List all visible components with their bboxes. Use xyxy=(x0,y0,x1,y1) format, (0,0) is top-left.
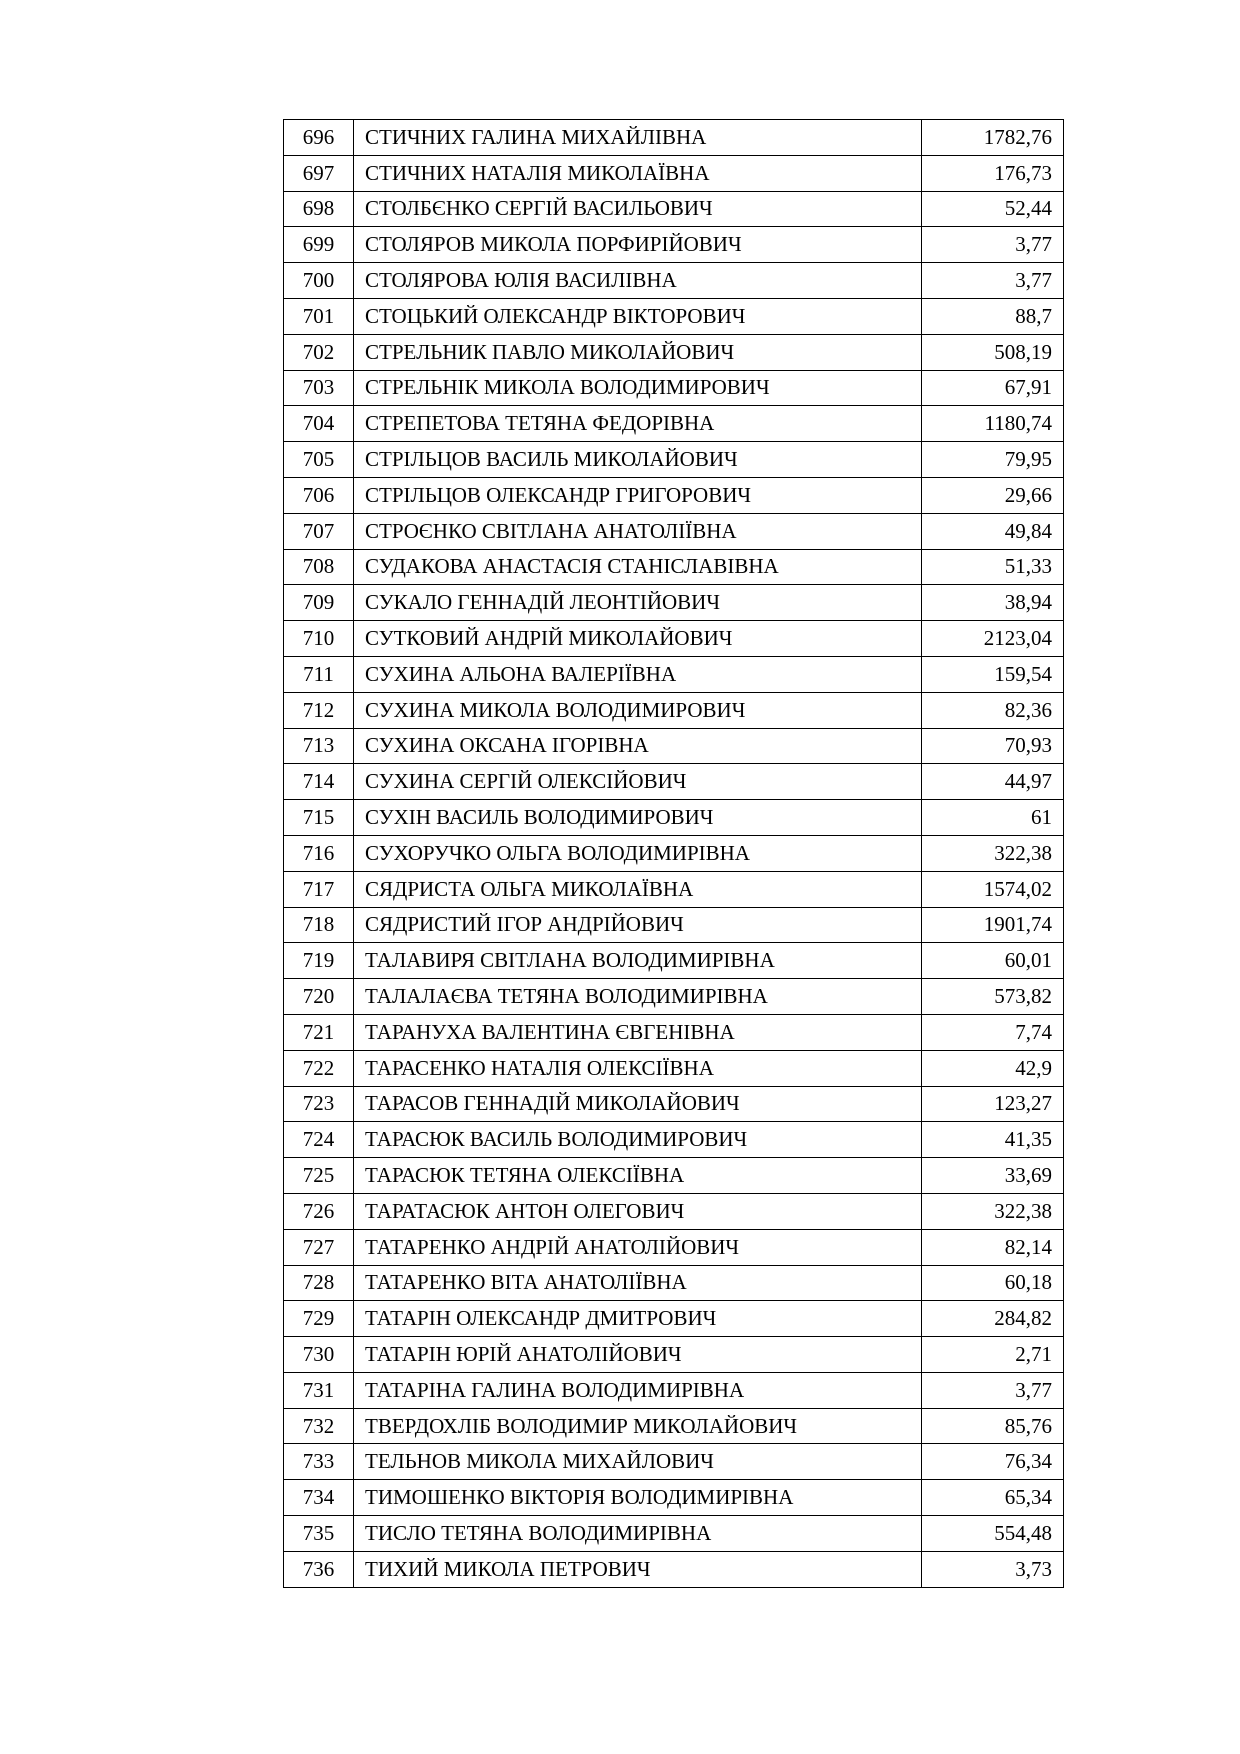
row-number-cell: 721 xyxy=(284,1014,354,1050)
table-row xyxy=(284,298,1064,334)
row-number-cell: 696 xyxy=(284,120,354,156)
row-number-cell: 700 xyxy=(284,263,354,299)
table-row xyxy=(284,800,1064,836)
amount-cell: 88,7 xyxy=(922,298,1064,334)
full-name-cell: СУХІН ВАСИЛЬ ВОЛОДИМИРОВИЧ xyxy=(354,800,922,836)
table-row xyxy=(284,692,1064,728)
full-name-cell: ТАТАРЕНКО АНДРІЙ АНАТОЛІЙОВИЧ xyxy=(354,1229,922,1265)
table-row xyxy=(284,728,1064,764)
amount-cell: 573,82 xyxy=(922,979,1064,1015)
full-name-cell: ТАРАТАСЮК АНТОН ОЛЕГОВИЧ xyxy=(354,1193,922,1229)
amount-cell: 159,54 xyxy=(922,656,1064,692)
full-name-cell: СУХИНА МИКОЛА ВОЛОДИМИРОВИЧ xyxy=(354,692,922,728)
table-row xyxy=(284,764,1064,800)
table-row xyxy=(284,943,1064,979)
row-number-cell: 726 xyxy=(284,1193,354,1229)
table-row xyxy=(284,1372,1064,1408)
data-table xyxy=(283,119,1064,1588)
full-name-cell: СТРОЄНКО СВІТЛАНА АНАТОЛІЇВНА xyxy=(354,513,922,549)
full-name-cell: СТРІЛЬЦОВ ОЛЕКСАНДР ГРИГОРОВИЧ xyxy=(354,477,922,513)
amount-cell: 1574,02 xyxy=(922,871,1064,907)
table-row xyxy=(284,1301,1064,1337)
table-row xyxy=(284,155,1064,191)
table-row xyxy=(284,477,1064,513)
full-name-cell: СТРЕЛЬНІК МИКОЛА ВОЛОДИМИРОВИЧ xyxy=(354,370,922,406)
row-number-cell: 715 xyxy=(284,800,354,836)
full-name-cell: СУХИНА СЕРГІЙ ОЛЕКСІЙОВИЧ xyxy=(354,764,922,800)
amount-cell: 44,97 xyxy=(922,764,1064,800)
full-name-cell: СТРЕЛЬНИК ПАВЛО МИКОЛАЙОВИЧ xyxy=(354,334,922,370)
table-row xyxy=(284,1408,1064,1444)
table-row xyxy=(284,1551,1064,1587)
row-number-cell: 703 xyxy=(284,370,354,406)
amount-cell: 42,9 xyxy=(922,1050,1064,1086)
full-name-cell: СТИЧНИХ НАТАЛІЯ МИКОЛАЇВНА xyxy=(354,155,922,191)
row-number-cell: 722 xyxy=(284,1050,354,1086)
row-number-cell: 724 xyxy=(284,1122,354,1158)
table-row xyxy=(284,835,1064,871)
row-number-cell: 725 xyxy=(284,1158,354,1194)
table-row xyxy=(284,1516,1064,1552)
row-number-cell: 702 xyxy=(284,334,354,370)
amount-cell: 60,01 xyxy=(922,943,1064,979)
full-name-cell: ТАТАРЕНКО ВІТА АНАТОЛІЇВНА xyxy=(354,1265,922,1301)
amount-cell: 176,73 xyxy=(922,155,1064,191)
full-name-cell: ТАРАСОВ ГЕННАДІЙ МИКОЛАЙОВИЧ xyxy=(354,1086,922,1122)
row-number-cell: 736 xyxy=(284,1551,354,1587)
row-number-cell: 732 xyxy=(284,1408,354,1444)
row-number-cell: 728 xyxy=(284,1265,354,1301)
full-name-cell: СТИЧНИХ ГАЛИНА МИХАЙЛІВНА xyxy=(354,120,922,156)
table-row xyxy=(284,1229,1064,1265)
row-number-cell: 707 xyxy=(284,513,354,549)
row-number-cell: 733 xyxy=(284,1444,354,1480)
row-number-cell: 711 xyxy=(284,656,354,692)
table-row xyxy=(284,1122,1064,1158)
table-row xyxy=(284,1086,1064,1122)
full-name-cell: СТРЕПЕТОВА ТЕТЯНА ФЕДОРІВНА xyxy=(354,406,922,442)
amount-cell: 33,69 xyxy=(922,1158,1064,1194)
amount-cell: 3,73 xyxy=(922,1551,1064,1587)
row-number-cell: 697 xyxy=(284,155,354,191)
table-row xyxy=(284,907,1064,943)
table-row xyxy=(284,1014,1064,1050)
table-row xyxy=(284,1337,1064,1373)
table-row xyxy=(284,979,1064,1015)
row-number-cell: 717 xyxy=(284,871,354,907)
table-row xyxy=(284,585,1064,621)
table-row xyxy=(284,334,1064,370)
row-number-cell: 729 xyxy=(284,1301,354,1337)
full-name-cell: ТИСЛО ТЕТЯНА ВОЛОДИМИРІВНА xyxy=(354,1516,922,1552)
full-name-cell: СУХОРУЧКО ОЛЬГА ВОЛОДИМИРІВНА xyxy=(354,835,922,871)
amount-cell: 3,77 xyxy=(922,263,1064,299)
row-number-cell: 706 xyxy=(284,477,354,513)
amount-cell: 1901,74 xyxy=(922,907,1064,943)
amount-cell: 322,38 xyxy=(922,835,1064,871)
row-number-cell: 720 xyxy=(284,979,354,1015)
amount-cell: 41,35 xyxy=(922,1122,1064,1158)
amount-cell: 284,82 xyxy=(922,1301,1064,1337)
table-row xyxy=(284,120,1064,156)
amount-cell: 49,84 xyxy=(922,513,1064,549)
row-number-cell: 704 xyxy=(284,406,354,442)
table-row xyxy=(284,513,1064,549)
full-name-cell: СЯДРИСТА ОЛЬГА МИКОЛАЇВНА xyxy=(354,871,922,907)
table-row xyxy=(284,191,1064,227)
row-number-cell: 709 xyxy=(284,585,354,621)
table-row xyxy=(284,442,1064,478)
row-number-cell: 698 xyxy=(284,191,354,227)
row-number-cell: 712 xyxy=(284,692,354,728)
amount-cell: 38,94 xyxy=(922,585,1064,621)
full-name-cell: СУХИНА ОКСАНА ІГОРІВНА xyxy=(354,728,922,764)
full-name-cell: СУКАЛО ГЕННАДІЙ ЛЕОНТІЙОВИЧ xyxy=(354,585,922,621)
amount-cell: 82,36 xyxy=(922,692,1064,728)
full-name-cell: ТАТАРІН ОЛЕКСАНДР ДМИТРОВИЧ xyxy=(354,1301,922,1337)
amount-cell: 322,38 xyxy=(922,1193,1064,1229)
table-row xyxy=(284,621,1064,657)
amount-cell: 29,66 xyxy=(922,477,1064,513)
amount-cell: 70,93 xyxy=(922,728,1064,764)
amount-cell: 123,27 xyxy=(922,1086,1064,1122)
row-number-cell: 714 xyxy=(284,764,354,800)
amount-cell: 76,34 xyxy=(922,1444,1064,1480)
amount-cell: 3,77 xyxy=(922,1372,1064,1408)
full-name-cell: ТИМОШЕНКО ВІКТОРІЯ ВОЛОДИМИРІВНА xyxy=(354,1480,922,1516)
amount-cell: 554,48 xyxy=(922,1516,1064,1552)
amount-cell: 79,95 xyxy=(922,442,1064,478)
row-number-cell: 735 xyxy=(284,1516,354,1552)
amount-cell: 51,33 xyxy=(922,549,1064,585)
row-number-cell: 719 xyxy=(284,943,354,979)
full-name-cell: ТЕЛЬНОВ МИКОЛА МИХАЙЛОВИЧ xyxy=(354,1444,922,1480)
table-row xyxy=(284,549,1064,585)
full-name-cell: ТАТАРІНА ГАЛИНА ВОЛОДИМИРІВНА xyxy=(354,1372,922,1408)
table-row xyxy=(284,370,1064,406)
full-name-cell: СТОЦЬКИЙ ОЛЕКСАНДР ВІКТОРОВИЧ xyxy=(354,298,922,334)
full-name-cell: СТОЛЯРОВ МИКОЛА ПОРФИРІЙОВИЧ xyxy=(354,227,922,263)
table-row xyxy=(284,1193,1064,1229)
table-body xyxy=(284,120,1064,1588)
row-number-cell: 723 xyxy=(284,1086,354,1122)
table-row xyxy=(284,656,1064,692)
row-number-cell: 708 xyxy=(284,549,354,585)
amount-cell: 2,71 xyxy=(922,1337,1064,1373)
full-name-cell: СУТКОВИЙ АНДРІЙ МИКОЛАЙОВИЧ xyxy=(354,621,922,657)
full-name-cell: ТАТАРІН ЮРІЙ АНАТОЛІЙОВИЧ xyxy=(354,1337,922,1373)
full-name-cell: ТАРАСЮК ВАСИЛЬ ВОЛОДИМИРОВИЧ xyxy=(354,1122,922,1158)
table-row xyxy=(284,227,1064,263)
amount-cell: 508,19 xyxy=(922,334,1064,370)
full-name-cell: СЯДРИСТИЙ ІГОР АНДРІЙОВИЧ xyxy=(354,907,922,943)
row-number-cell: 734 xyxy=(284,1480,354,1516)
table-row xyxy=(284,406,1064,442)
row-number-cell: 699 xyxy=(284,227,354,263)
full-name-cell: ТАЛАВИРЯ СВІТЛАНА ВОЛОДИМИРІВНА xyxy=(354,943,922,979)
amount-cell: 67,91 xyxy=(922,370,1064,406)
row-number-cell: 730 xyxy=(284,1337,354,1373)
row-number-cell: 727 xyxy=(284,1229,354,1265)
amount-cell: 1180,74 xyxy=(922,406,1064,442)
full-name-cell: СУХИНА АЛЬОНА ВАЛЕРІЇВНА xyxy=(354,656,922,692)
row-number-cell: 718 xyxy=(284,907,354,943)
amount-cell: 85,76 xyxy=(922,1408,1064,1444)
full-name-cell: ТАРАНУХА ВАЛЕНТИНА ЄВГЕНІВНА xyxy=(354,1014,922,1050)
full-name-cell: ТИХИЙ МИКОЛА ПЕТРОВИЧ xyxy=(354,1551,922,1587)
row-number-cell: 710 xyxy=(284,621,354,657)
row-number-cell: 705 xyxy=(284,442,354,478)
row-number-cell: 713 xyxy=(284,728,354,764)
amount-cell: 3,77 xyxy=(922,227,1064,263)
table-row xyxy=(284,1444,1064,1480)
full-name-cell: ТАЛАЛАЄВА ТЕТЯНА ВОЛОДИМИРІВНА xyxy=(354,979,922,1015)
table-row xyxy=(284,263,1064,299)
amount-cell: 61 xyxy=(922,800,1064,836)
row-number-cell: 731 xyxy=(284,1372,354,1408)
full-name-cell: СТОЛЯРОВА ЮЛІЯ ВАСИЛІВНА xyxy=(354,263,922,299)
full-name-cell: СТОЛБЄНКО СЕРГІЙ ВАСИЛЬОВИЧ xyxy=(354,191,922,227)
table-row xyxy=(284,1265,1064,1301)
full-name-cell: СТРІЛЬЦОВ ВАСИЛЬ МИКОЛАЙОВИЧ xyxy=(354,442,922,478)
amount-cell: 2123,04 xyxy=(922,621,1064,657)
table-row xyxy=(284,1050,1064,1086)
amount-cell: 1782,76 xyxy=(922,120,1064,156)
table-row xyxy=(284,871,1064,907)
row-number-cell: 701 xyxy=(284,298,354,334)
full-name-cell: ТВЕРДОХЛІБ ВОЛОДИМИР МИКОЛАЙОВИЧ xyxy=(354,1408,922,1444)
row-number-cell: 716 xyxy=(284,835,354,871)
amount-cell: 82,14 xyxy=(922,1229,1064,1265)
full-name-cell: ТАРАСЮК ТЕТЯНА ОЛЕКСІЇВНА xyxy=(354,1158,922,1194)
amount-cell: 7,74 xyxy=(922,1014,1064,1050)
amount-cell: 60,18 xyxy=(922,1265,1064,1301)
full-name-cell: ТАРАСЕНКО НАТАЛІЯ ОЛЕКСІЇВНА xyxy=(354,1050,922,1086)
full-name-cell: СУДАКОВА АНАСТАСІЯ СТАНІСЛАВІВНА xyxy=(354,549,922,585)
amount-cell: 65,34 xyxy=(922,1480,1064,1516)
amount-cell: 52,44 xyxy=(922,191,1064,227)
table-row xyxy=(284,1480,1064,1516)
table-row xyxy=(284,1158,1064,1194)
